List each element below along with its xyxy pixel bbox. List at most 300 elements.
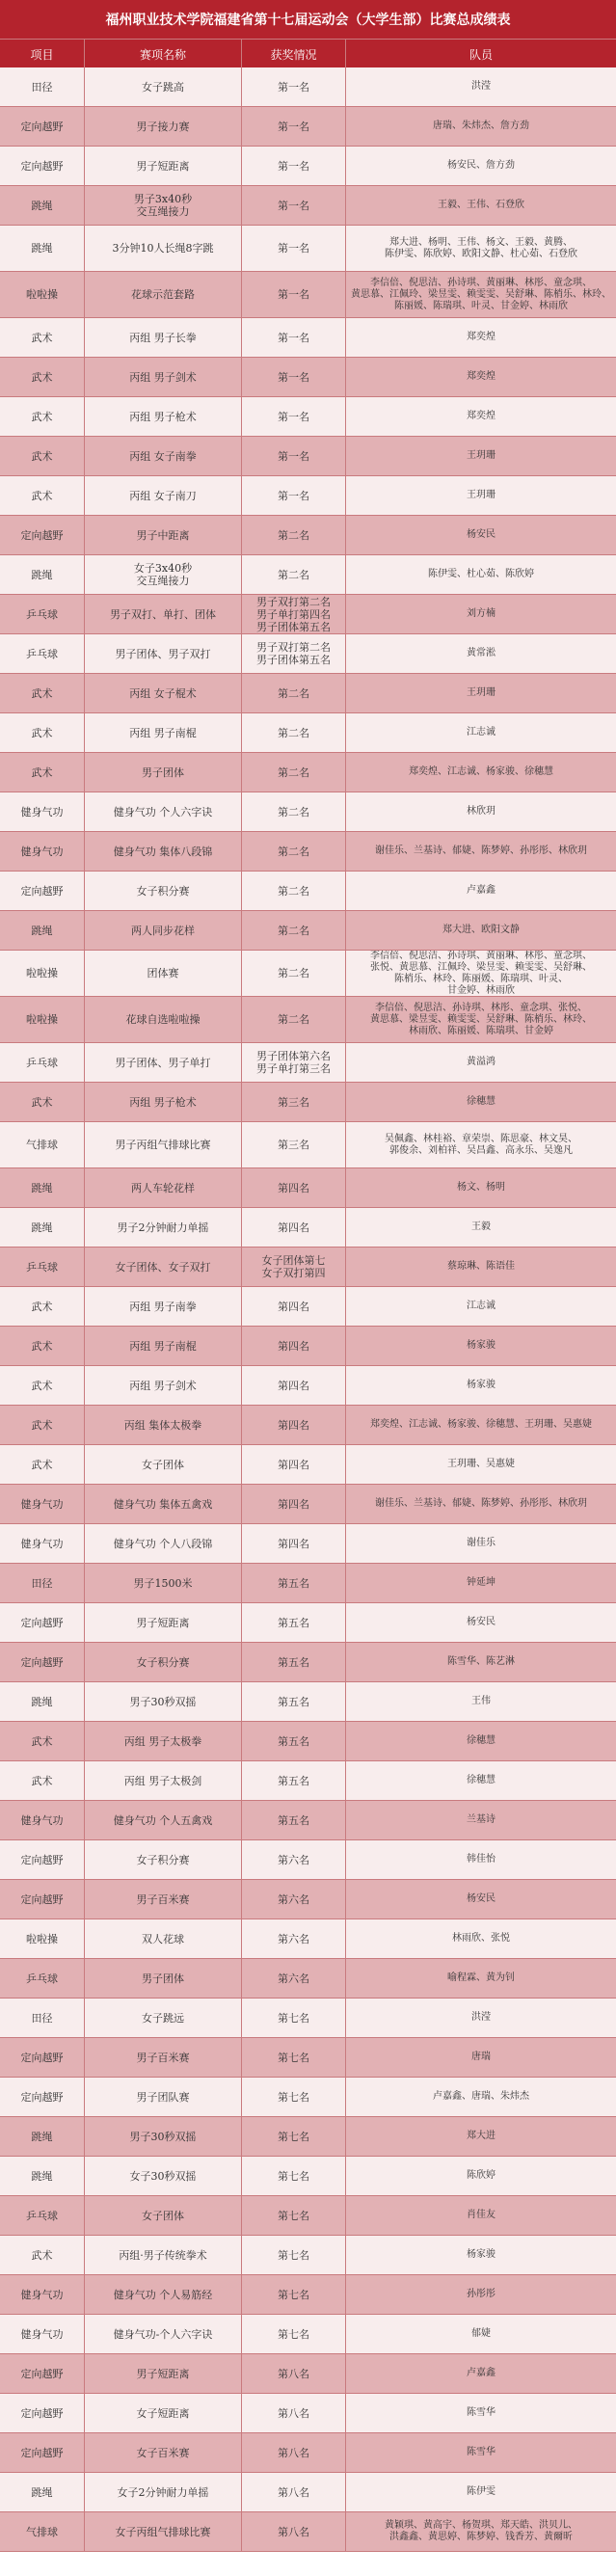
cell-item: 花球自选啦啦操	[85, 997, 242, 1042]
cell-members: 徐穗慧	[467, 1735, 495, 1746]
table-row	[0, 634, 616, 674]
cell-award: 第五名	[242, 1603, 346, 1642]
cell-award: 第四名	[242, 1366, 346, 1405]
cell-members: 陈雪华、陈艺淋	[447, 1656, 515, 1667]
table-row	[0, 792, 616, 832]
cell-event: 田径	[0, 1999, 85, 2037]
table-row	[0, 1083, 616, 1122]
cell-item: 男子2分钟耐力单摇	[85, 1208, 242, 1247]
table-row	[0, 1485, 616, 1524]
cell-item: 男子百米赛	[85, 2038, 242, 2077]
results-table	[0, 67, 616, 2552]
cell-award: 第二名	[242, 753, 346, 792]
cell-members: 王玥珊、吴惠婕	[447, 1459, 515, 1469]
table-row	[0, 147, 616, 186]
table-row	[0, 1682, 616, 1722]
cell-item: 男子丙组气排球比赛	[85, 1122, 242, 1167]
table-row	[0, 1043, 616, 1083]
cell-award: 第一名	[242, 318, 346, 357]
table-row	[0, 753, 616, 792]
cell-event: 武术	[0, 1327, 85, 1365]
cell-event: 武术	[0, 674, 85, 712]
cell-item: 男子团队赛	[85, 2078, 242, 2116]
cell-award: 第四名	[242, 1406, 346, 1444]
cell-award: 第一名	[242, 186, 346, 225]
table-row	[0, 2315, 616, 2354]
cell-event: 武术	[0, 753, 85, 792]
header-award: 获奖情况	[242, 40, 346, 68]
cell-item: 3分钟10人长绳8字跳	[85, 226, 242, 271]
cell-event: 乒乓球	[0, 1959, 85, 1998]
cell-item: 丙组 男子太极拳	[85, 1722, 242, 1760]
cell-members: 徐穗慧	[467, 1775, 495, 1785]
cell-item: 两人同步花样	[85, 911, 242, 950]
header-item: 赛项名称	[85, 40, 242, 68]
table-row	[0, 674, 616, 713]
cell-item: 女子跳远	[85, 1999, 242, 2037]
cell-item: 女子30秒双摇	[85, 2157, 242, 2195]
cell-event: 跳绳	[0, 1208, 85, 1247]
cell-item: 丙组 男子剑术	[85, 1366, 242, 1405]
cell-item: 女子跳高	[85, 67, 242, 106]
cell-members: 杨家骏	[467, 1380, 495, 1390]
cell-members: 郑大进、杨明、王伟、杨文、王毅、黄腾、 陈伊雯、陈欣婷、欧阳文静、杜心茹、石登欣	[385, 236, 577, 259]
cell-item: 两人车轮花样	[85, 1168, 242, 1207]
cell-members: 蔡琼琳、陈语佳	[447, 1261, 515, 1272]
cell-item: 丙组 男子枪术	[85, 1083, 242, 1121]
table-row	[0, 1761, 616, 1801]
cell-award: 第八名	[242, 2512, 346, 2551]
page-title: 福州职业技术学院福建省第十七届运动会（大学生部）比赛总成绩表	[0, 0, 616, 40]
cell-award: 第二名	[242, 951, 346, 996]
cell-event: 乒乓球	[0, 1043, 85, 1082]
table-row	[0, 2038, 616, 2078]
cell-event: 跳绳	[0, 1168, 85, 1207]
cell-event: 跳绳	[0, 186, 85, 225]
table-row	[0, 2078, 616, 2117]
cell-award: 第一名	[242, 397, 346, 436]
cell-award: 第六名	[242, 1959, 346, 1998]
cell-event: 武术	[0, 437, 85, 475]
cell-event: 健身气功	[0, 1485, 85, 1523]
cell-award: 第一名	[242, 358, 346, 396]
cell-members: 吴佩鑫、林桂裕、章荣崇、陈思豪、林文昊、 郭俊余、刘柏祥、吴昌鑫、高永乐、吴逸凡	[385, 1133, 577, 1156]
cell-award: 第二名	[242, 832, 346, 871]
cell-award: 第一名	[242, 67, 346, 106]
table-row	[0, 2433, 616, 2473]
table-row	[0, 397, 616, 437]
cell-members: 杨文、杨明	[457, 1182, 505, 1193]
cell-event: 定向越野	[0, 2038, 85, 2077]
cell-members: 李信倍、倪思洁、孙诗琪、黄丽琳、林彤、童念琪、 黄思慕、江佩玲、梁昱雯、赖雯雯、吴舒琳、陈梢乐、林玲、 陈丽媛、陈瑞琪、叶灵、甘金婷、林雨欣	[351, 277, 611, 311]
table-row	[0, 911, 616, 951]
cell-award: 第二名	[242, 997, 346, 1042]
cell-item: 男子短距离	[85, 147, 242, 185]
table-row	[0, 1208, 616, 1248]
cell-members: 江志诚	[467, 1301, 495, 1311]
table-row	[0, 1524, 616, 1564]
table-row	[0, 1643, 616, 1682]
cell-members: 肖佳友	[467, 2210, 495, 2220]
cell-item: 健身气功 个人八段锦	[85, 1524, 242, 1563]
cell-event: 武术	[0, 397, 85, 436]
cell-award: 第五名	[242, 1761, 346, 1800]
cell-members: 钟延坤	[467, 1577, 495, 1588]
cell-members: 谢佳乐	[467, 1538, 495, 1548]
header-event: 项目	[0, 40, 85, 68]
cell-event: 定向越野	[0, 147, 85, 185]
cell-award: 第四名	[242, 1524, 346, 1563]
cell-award: 第五名	[242, 1643, 346, 1681]
cell-event: 定向越野	[0, 1880, 85, 1919]
cell-event: 武术	[0, 1722, 85, 1760]
cell-award: 男子双打第二名 男子团体第五名	[242, 634, 346, 673]
cell-award: 第七名	[242, 2315, 346, 2353]
cell-event: 健身气功	[0, 2275, 85, 2314]
cell-award: 男子团体第六名 男子单打第三名	[242, 1043, 346, 1082]
cell-event: 武术	[0, 1406, 85, 1444]
cell-members: 王玥珊	[467, 490, 495, 500]
cell-award: 第七名	[242, 2196, 346, 2235]
cell-award: 第七名	[242, 2157, 346, 2195]
cell-item: 花球示范套路	[85, 272, 242, 317]
cell-item: 丙组 男子南拳	[85, 1287, 242, 1326]
cell-members: 李信倍、倪思洁、孙诗琪、黄丽琳、林彤、童念琪、 张悦、黄思慕、江佩玲、梁昱雯、赖雯雯、吴舒琳、 陈梢乐、林玲、陈丽媛、陈瑞琪、叶灵、 甘金婷、林雨欣	[370, 951, 592, 996]
cell-item: 女子积分赛	[85, 872, 242, 910]
table-row	[0, 1445, 616, 1485]
cell-award: 第六名	[242, 1919, 346, 1958]
cell-award: 男子双打第二名 男子单打第四名 男子团体第五名	[242, 595, 346, 633]
cell-award: 第四名	[242, 1445, 346, 1484]
cell-award: 第二名	[242, 516, 346, 554]
cell-item: 男子团体、男子双打	[85, 634, 242, 673]
table-row	[0, 516, 616, 555]
cell-award: 第五名	[242, 1564, 346, 1602]
cell-award: 第六名	[242, 1880, 346, 1919]
cell-item: 健身气功 个人五禽戏	[85, 1801, 242, 1839]
table-row	[0, 832, 616, 872]
cell-event: 啦啦操	[0, 997, 85, 1042]
cell-event: 气排球	[0, 1122, 85, 1167]
cell-event: 啦啦操	[0, 951, 85, 996]
cell-item: 女子百米赛	[85, 2433, 242, 2472]
table-row	[0, 2354, 616, 2394]
table-row	[0, 437, 616, 476]
cell-event: 啦啦操	[0, 1919, 85, 1958]
cell-members: 杨家骏	[467, 2249, 495, 2260]
cell-members: 杨家骏	[467, 1340, 495, 1351]
cell-members: 杨安民	[467, 529, 495, 540]
cell-members: 李信倍、倪思洁、孙诗琪、林彤、童念琪、张悦、 黄思慕、梁昱雯、赖雯雯、吴舒琳、陈梢乐、林玲、 林雨欣、陈丽媛、陈瑞琪、甘金婷	[370, 1002, 592, 1036]
cell-event: 跳绳	[0, 1682, 85, 1721]
cell-item: 男子中距离	[85, 516, 242, 554]
cell-award: 第八名	[242, 2394, 346, 2432]
cell-members: 郑奕煌、江志诚、杨家骏、徐穗慧	[409, 766, 553, 777]
table-row	[0, 555, 616, 595]
cell-award: 第二名	[242, 911, 346, 950]
cell-award: 第七名	[242, 2117, 346, 2156]
cell-event: 气排球	[0, 2512, 85, 2551]
cell-event: 武术	[0, 2236, 85, 2274]
cell-members: 王玥珊	[467, 687, 495, 698]
cell-members: 杨安民	[467, 1617, 495, 1627]
cell-award: 第四名	[242, 1168, 346, 1207]
cell-event: 定向越野	[0, 2394, 85, 2432]
cell-item: 男子1500米	[85, 1564, 242, 1602]
cell-event: 跳绳	[0, 2117, 85, 2156]
cell-item: 丙组 女子南拳	[85, 437, 242, 475]
cell-award: 第六名	[242, 1840, 346, 1879]
cell-members: 孙彤彤	[467, 2289, 495, 2299]
table-row	[0, 2157, 616, 2196]
cell-award: 第一名	[242, 476, 346, 515]
cell-item: 丙组 女子南刀	[85, 476, 242, 515]
cell-event: 定向越野	[0, 1603, 85, 1642]
table-row	[0, 1919, 616, 1959]
cell-award: 第七名	[242, 2038, 346, 2077]
cell-event: 武术	[0, 1083, 85, 1121]
table-row	[0, 1366, 616, 1406]
cell-members: 杨安民、詹方劲	[447, 160, 515, 171]
cell-event: 定向越野	[0, 1840, 85, 1879]
table-row	[0, 2394, 616, 2433]
cell-item: 男子30秒双摇	[85, 1682, 242, 1721]
cell-members: 谢佳乐、兰基诗、郁婕、陈梦婷、孙彤彤、林欣玥	[375, 1498, 587, 1509]
cell-event: 跳绳	[0, 226, 85, 271]
cell-event: 健身气功	[0, 1801, 85, 1839]
cell-award: 第一名	[242, 147, 346, 185]
cell-award: 第七名	[242, 1999, 346, 2037]
cell-item: 男子短距离	[85, 2354, 242, 2393]
cell-members: 黄溢鸿	[467, 1057, 495, 1067]
cell-members: 徐穗慧	[467, 1096, 495, 1107]
cell-item: 丙组 集体太极拳	[85, 1406, 242, 1444]
cell-event: 跳绳	[0, 911, 85, 950]
cell-members: 郑奕煌	[467, 332, 495, 342]
cell-event: 武术	[0, 476, 85, 515]
cell-item: 男子团体、男子单打	[85, 1043, 242, 1082]
table-row	[0, 2196, 616, 2236]
cell-item: 女子2分钟耐力单摇	[85, 2473, 242, 2511]
cell-award: 女子团体第七 女子双打第四	[242, 1248, 346, 1286]
cell-members: 杨安民	[467, 1893, 495, 1904]
cell-members: 陈伊雯、杜心茹、陈欣婷	[428, 569, 534, 579]
table-row	[0, 2473, 616, 2512]
cell-item: 男子3x40秒 交互绳接力	[85, 186, 242, 225]
cell-members: 陈伊雯	[467, 2486, 495, 2497]
cell-item: 男子30秒双摇	[85, 2117, 242, 2156]
cell-members: 洪滢	[471, 81, 491, 92]
cell-event: 健身气功	[0, 792, 85, 831]
cell-item: 丙组 男子南棍	[85, 1327, 242, 1365]
cell-event: 健身气功	[0, 1524, 85, 1563]
cell-members: 王玥珊	[467, 450, 495, 461]
table-row	[0, 107, 616, 147]
cell-event: 田径	[0, 1564, 85, 1602]
table-row	[0, 226, 616, 272]
cell-award: 第七名	[242, 2078, 346, 2116]
cell-members: 王伟	[471, 1696, 491, 1706]
cell-members: 刘方楠	[467, 608, 495, 619]
cell-item: 女子团体	[85, 2196, 242, 2235]
table-row	[0, 67, 616, 107]
header-members: 队员	[469, 47, 493, 62]
table-row	[0, 1880, 616, 1919]
cell-members: 陈雪华	[467, 2447, 495, 2457]
cell-item: 男子短距离	[85, 1603, 242, 1642]
cell-members: 卢嘉鑫	[467, 885, 495, 896]
table-row	[0, 2512, 616, 2552]
cell-item: 女子积分赛	[85, 1643, 242, 1681]
cell-item: 丙组 女子棍术	[85, 674, 242, 712]
cell-item: 男子双打、单打、团体	[85, 595, 242, 633]
table-row	[0, 1406, 616, 1445]
cell-award: 第八名	[242, 2473, 346, 2511]
table-row	[0, 1999, 616, 2038]
cell-event: 定向越野	[0, 107, 85, 146]
cell-item: 丙组 男子太极剑	[85, 1761, 242, 1800]
cell-item: 健身气功-个人六字诀	[85, 2315, 242, 2353]
cell-item: 女子积分赛	[85, 1840, 242, 1879]
cell-members: 郁婕	[471, 2328, 491, 2339]
table-row	[0, 713, 616, 753]
cell-members: 洪滢	[471, 2012, 491, 2023]
cell-members: 唐瑞	[471, 2052, 491, 2062]
table-row	[0, 476, 616, 516]
cell-event: 跳绳	[0, 2473, 85, 2511]
cell-award: 第四名	[242, 1208, 346, 1247]
cell-award: 第二名	[242, 872, 346, 910]
cell-award: 第五名	[242, 1801, 346, 1839]
cell-item: 男子团体	[85, 753, 242, 792]
cell-event: 定向越野	[0, 872, 85, 910]
cell-event: 武术	[0, 1366, 85, 1405]
cell-award: 第四名	[242, 1287, 346, 1326]
cell-event: 跳绳	[0, 2157, 85, 2195]
cell-members: 喻程霖、黄为钊	[447, 1972, 515, 1983]
cell-item: 丙组 男子剑术	[85, 358, 242, 396]
cell-members: 陈欣婷	[467, 2170, 495, 2181]
cell-members: 郑大进、欧阳文静	[442, 925, 520, 935]
cell-event: 武术	[0, 358, 85, 396]
cell-item: 健身气功 个人六字诀	[85, 792, 242, 831]
table-row	[0, 358, 616, 397]
table-row	[0, 595, 616, 634]
cell-award: 第八名	[242, 2354, 346, 2393]
cell-item: 团体赛	[85, 951, 242, 996]
table-header	[0, 40, 616, 69]
cell-award: 第七名	[242, 2275, 346, 2314]
cell-award: 第二名	[242, 792, 346, 831]
table-row	[0, 1722, 616, 1761]
cell-item: 丙组 男子南棍	[85, 713, 242, 752]
cell-members: 郑大进	[467, 2131, 495, 2141]
table-row	[0, 1122, 616, 1168]
table-row	[0, 186, 616, 226]
cell-members: 卢嘉鑫、唐瑞、朱炜杰	[433, 2091, 529, 2102]
table-row	[0, 1840, 616, 1880]
cell-award: 第三名	[242, 1083, 346, 1121]
cell-event: 定向越野	[0, 1643, 85, 1681]
cell-event: 定向越野	[0, 2078, 85, 2116]
cell-members: 陈雪华	[467, 2407, 495, 2418]
cell-event: 啦啦操	[0, 272, 85, 317]
cell-item: 男子团体	[85, 1959, 242, 1998]
cell-award: 第二名	[242, 674, 346, 712]
cell-members: 林雨欣、张悦	[452, 1933, 510, 1944]
cell-event: 定向越野	[0, 2433, 85, 2472]
cell-award: 第四名	[242, 1485, 346, 1523]
cell-item: 健身气功 集体五禽戏	[85, 1485, 242, 1523]
cell-item: 双人花球	[85, 1919, 242, 1958]
cell-event: 健身气功	[0, 2315, 85, 2353]
cell-event: 武术	[0, 318, 85, 357]
cell-members: 江志诚	[467, 727, 495, 738]
cell-item: 男子接力赛	[85, 107, 242, 146]
cell-item: 女子团体、女子双打	[85, 1248, 242, 1286]
cell-event: 定向越野	[0, 2354, 85, 2393]
cell-event: 乒乓球	[0, 634, 85, 673]
cell-members: 黄常淞	[467, 648, 495, 658]
cell-event: 武术	[0, 1761, 85, 1800]
cell-award: 第一名	[242, 272, 346, 317]
cell-item: 女子3x40秒 交互绳接力	[85, 555, 242, 594]
cell-item: 丙组 男子长拳	[85, 318, 242, 357]
table-row	[0, 1801, 616, 1840]
table-row	[0, 1248, 616, 1287]
table-row	[0, 997, 616, 1043]
cell-item: 男子百米赛	[85, 1880, 242, 1919]
cell-event: 定向越野	[0, 516, 85, 554]
cell-event: 乒乓球	[0, 2196, 85, 2235]
cell-event: 乒乓球	[0, 1248, 85, 1286]
cell-members: 韩佳怡	[467, 1854, 495, 1865]
cell-event: 跳绳	[0, 555, 85, 594]
cell-award: 第四名	[242, 1327, 346, 1365]
cell-members: 王毅、王伟、石登欣	[438, 200, 524, 210]
cell-award: 第三名	[242, 1122, 346, 1167]
cell-members: 唐瑞、朱炜杰、詹方劲	[433, 121, 529, 131]
cell-award: 第二名	[242, 555, 346, 594]
cell-item: 女子丙组气排球比赛	[85, 2512, 242, 2551]
cell-members: 王毅	[471, 1221, 491, 1232]
cell-members: 郑奕煌	[467, 371, 495, 382]
table-row	[0, 2117, 616, 2157]
cell-members: 兰基诗	[467, 1814, 495, 1825]
table-row	[0, 2236, 616, 2275]
table-row	[0, 1603, 616, 1643]
cell-award: 第一名	[242, 437, 346, 475]
table-row	[0, 318, 616, 358]
cell-event: 田径	[0, 67, 85, 106]
cell-item: 健身气功 个人易筋经	[85, 2275, 242, 2314]
cell-members: 谢佳乐、兰基诗、郁婕、陈梦婷、孙彤彤、林欣玥	[375, 845, 587, 856]
cell-event: 武术	[0, 1287, 85, 1326]
cell-item: 丙组·男子传统拳术	[85, 2236, 242, 2274]
cell-event: 乒乓球	[0, 595, 85, 633]
cell-award: 第五名	[242, 1682, 346, 1721]
cell-item: 女子团体	[85, 1445, 242, 1484]
cell-members: 郑奕煌	[467, 411, 495, 421]
cell-award: 第五名	[242, 1722, 346, 1760]
cell-members: 林欣玥	[467, 806, 495, 817]
table-row	[0, 1564, 616, 1603]
cell-award: 第二名	[242, 713, 346, 752]
cell-members: 卢嘉鑫	[467, 2368, 495, 2378]
cell-award: 第七名	[242, 2236, 346, 2274]
cell-item: 女子短距离	[85, 2394, 242, 2432]
cell-award: 第八名	[242, 2433, 346, 2472]
